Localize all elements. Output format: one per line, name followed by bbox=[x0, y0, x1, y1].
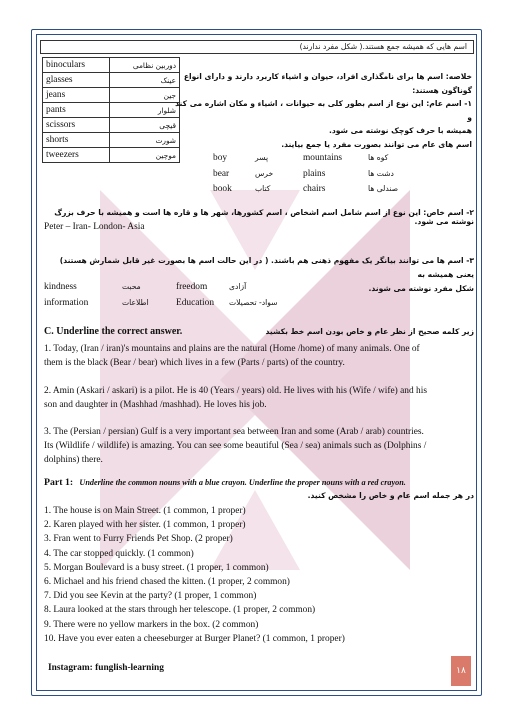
paragraph-1-line-2: them is the black (Bear / bear) which lives in a few (Parts / parts) of the country. bbox=[44, 358, 345, 369]
paragraph-1-line-1: 1. Today, (Iran / iran)'s mountains and plains are the natural (Home /home) of many animals. One of bbox=[44, 344, 420, 354]
list-item: 9. There were no yellow markers in the box. (2 common) bbox=[44, 619, 259, 630]
abstract-example-row bbox=[44, 282, 324, 298]
abstract-line-2: شکل مفرد نوشته می شوند. bbox=[368, 284, 474, 293]
instagram-footer: Instagram: funglish-learning bbox=[48, 663, 164, 673]
common-example-en: book bbox=[213, 184, 232, 194]
list-item: 4. The car stopped quickly. (1 common) bbox=[44, 548, 194, 559]
paragraph-2-line-2: son and daughter in (Mashhad /mashhad). He loves his job. bbox=[44, 400, 267, 411]
plural-word-fa: موچین bbox=[110, 148, 180, 163]
summary-line-2: گوناگون هستند: bbox=[412, 85, 472, 95]
abstract-example-en2: Education bbox=[176, 297, 215, 308]
list-item: 10. Have you ever eaten a cheeseburger at Burger Planet? (1 common, 1 proper) bbox=[44, 633, 345, 644]
common-example-fa: پسر bbox=[255, 153, 269, 162]
paragraph-3-line-3: dolphins) there. bbox=[44, 455, 103, 466]
summary-line-4: همیشه با حرف کوچک نوشته می شود. bbox=[329, 126, 472, 135]
plural-word-fa: قیچی bbox=[110, 118, 180, 133]
section-c-title-fa: زیر کلمه صحیح از نظر عام و خاص بودن اسم خط بکشید bbox=[265, 327, 474, 336]
plural-word-en: jeans bbox=[43, 88, 110, 103]
abstract-example-fa: محبت bbox=[122, 282, 141, 291]
common-example-en2: mountains bbox=[303, 153, 343, 163]
abstract-example-en: information bbox=[44, 297, 89, 308]
common-example-fa2: کوه ها bbox=[368, 153, 389, 162]
page-number-badge: ۱۸ bbox=[451, 656, 471, 686]
common-example-fa2: صندلی ها bbox=[368, 184, 399, 193]
list-item: 1. The house is on Main Street. (1 common, 1 proper) bbox=[44, 506, 246, 516]
part1-instruction-fa: در هر جمله اسم عام و خاص را مشخص کنید. bbox=[307, 491, 474, 500]
common-example-row bbox=[213, 153, 473, 169]
abstract-example-row bbox=[44, 298, 324, 314]
common-example-en2: chairs bbox=[303, 184, 326, 194]
plural-word-fa: عینک bbox=[110, 73, 180, 88]
plural-word-fa: دوربین نظامی bbox=[110, 58, 180, 73]
common-example-fa: خرس bbox=[255, 168, 274, 178]
plural-word-en: glasses bbox=[43, 73, 110, 88]
summary-line-1: خلاصه: اسم ها برای نامگذاری افراد، حیوان و اشیاء کاربرد دارند و دارای انواع bbox=[183, 72, 472, 81]
part1-instruction: Underline the common nouns with a blue crayon. Underline the proper nouns with a red crayon. bbox=[79, 478, 406, 487]
paragraph-3-line-1: 3. The (Persian / persian) Gulf is a very important sea between Iran and some (Arab / arab) countries. bbox=[44, 427, 424, 437]
list-item: 8. Laura looked at the stars through her telescope. (1 proper, 2 common) bbox=[44, 605, 316, 616]
section-c-title: C. Underline the correct answer. bbox=[44, 326, 183, 337]
part1-list bbox=[44, 504, 476, 646]
proper-noun-definition: ۲- اسم خاص: این نوع از اسم شامل اسم اشخاص ، اسم کشورها، شهر ها و قاره ها است و همیشه با حرف بزرگ نوشته می شود. bbox=[54, 208, 474, 226]
plural-word-fa: شلوار bbox=[110, 103, 180, 118]
plural-table-row bbox=[43, 58, 180, 73]
common-example-fa: کتاب bbox=[255, 184, 271, 193]
list-item: 3. Fran went to Furry Friends Pet Shop. (2 proper) bbox=[44, 534, 233, 545]
abstract-example-fa2: سواد- تحصیلات bbox=[229, 297, 278, 307]
always-plural-table bbox=[42, 57, 180, 163]
abstract-example-fa: اطلاعات bbox=[122, 297, 149, 307]
plural-word-fa: شورت bbox=[110, 133, 180, 148]
abstract-example-fa2: آزادی bbox=[229, 282, 247, 291]
list-item: 2. Karen played with her sister. (1 common, 1 proper) bbox=[44, 520, 246, 531]
summary-line-3: ۱- اسم عام: این نوع از اسم بطور کلی به حیوانات ، اشیاء و مکان اشاره می کند و bbox=[175, 99, 472, 122]
plural-table-row bbox=[43, 73, 180, 88]
abstract-line-1: ۳- اسم ها می توانند بیانگر یک مفهوم ذهنی هم باشند. ( در این حالت اسم ها بصورت غیر قابل شمارش هستند) یعنی همیشه به bbox=[59, 256, 474, 279]
plural-word-en: binoculars bbox=[43, 58, 110, 73]
paragraph-2-line-1: 2. Amin (Askari / askari) is a pilot. He is 40 (Years / years) old. He lives with his (Wife / wife) and his bbox=[44, 386, 427, 396]
exercise-paragraph-2 bbox=[44, 384, 476, 412]
list-item: 7. Did you see Kevin at the party? (1 proper, 1 common) bbox=[44, 591, 257, 602]
plural-word-fa: جین bbox=[110, 88, 180, 103]
plural-word-en: scissors bbox=[43, 118, 110, 133]
common-example-row bbox=[213, 184, 473, 200]
exercise-paragraph-3 bbox=[44, 425, 476, 468]
plural-word-en: shorts bbox=[43, 133, 110, 148]
plural-table-row bbox=[43, 148, 180, 163]
plural-nouns-header: اسم هایی که همیشه جمع هستند.( شکل مفرد ندارند) bbox=[40, 40, 474, 54]
paragraph-3-line-2: Its (Wildlife / wildlife) is amazing. You can see some beautiful (Sea / sea) animals such as (Dolphins / bbox=[44, 441, 427, 452]
abstract-example-en2: freedom bbox=[176, 282, 208, 292]
plural-word-en: pants bbox=[43, 103, 110, 118]
plural-table-row bbox=[43, 88, 180, 103]
common-example-row bbox=[213, 169, 473, 185]
exercise-paragraph-1 bbox=[44, 342, 476, 370]
common-example-en2: plains bbox=[303, 168, 326, 179]
abstract-examples bbox=[44, 282, 324, 313]
common-example-en: boy bbox=[213, 153, 228, 163]
plural-table-row bbox=[43, 133, 180, 148]
part1-label: Part 1: bbox=[44, 477, 74, 488]
plural-word-en: tweezers bbox=[43, 148, 110, 163]
part1-header bbox=[44, 477, 476, 488]
plural-table-row bbox=[43, 103, 180, 118]
abstract-example-en: kindness bbox=[44, 282, 77, 292]
list-item: 6. Michael and his friend chased the kitten. (1 proper, 2 common) bbox=[44, 577, 290, 588]
plural-table-row bbox=[43, 118, 180, 133]
proper-noun-examples: Peter – Iran- London- Asia bbox=[44, 222, 145, 232]
common-example-fa2: دشت ها bbox=[368, 168, 394, 178]
summary-line-5: اسم های عام می توانند بصورت مفرد یا جمع بیایند. bbox=[281, 139, 472, 149]
common-example-en: bear bbox=[213, 168, 230, 179]
list-item: 5. Morgan Boulevard is a busy street. (1 proper, 1 common) bbox=[44, 562, 269, 573]
common-noun-examples bbox=[213, 153, 473, 200]
summary-block bbox=[175, 70, 472, 151]
